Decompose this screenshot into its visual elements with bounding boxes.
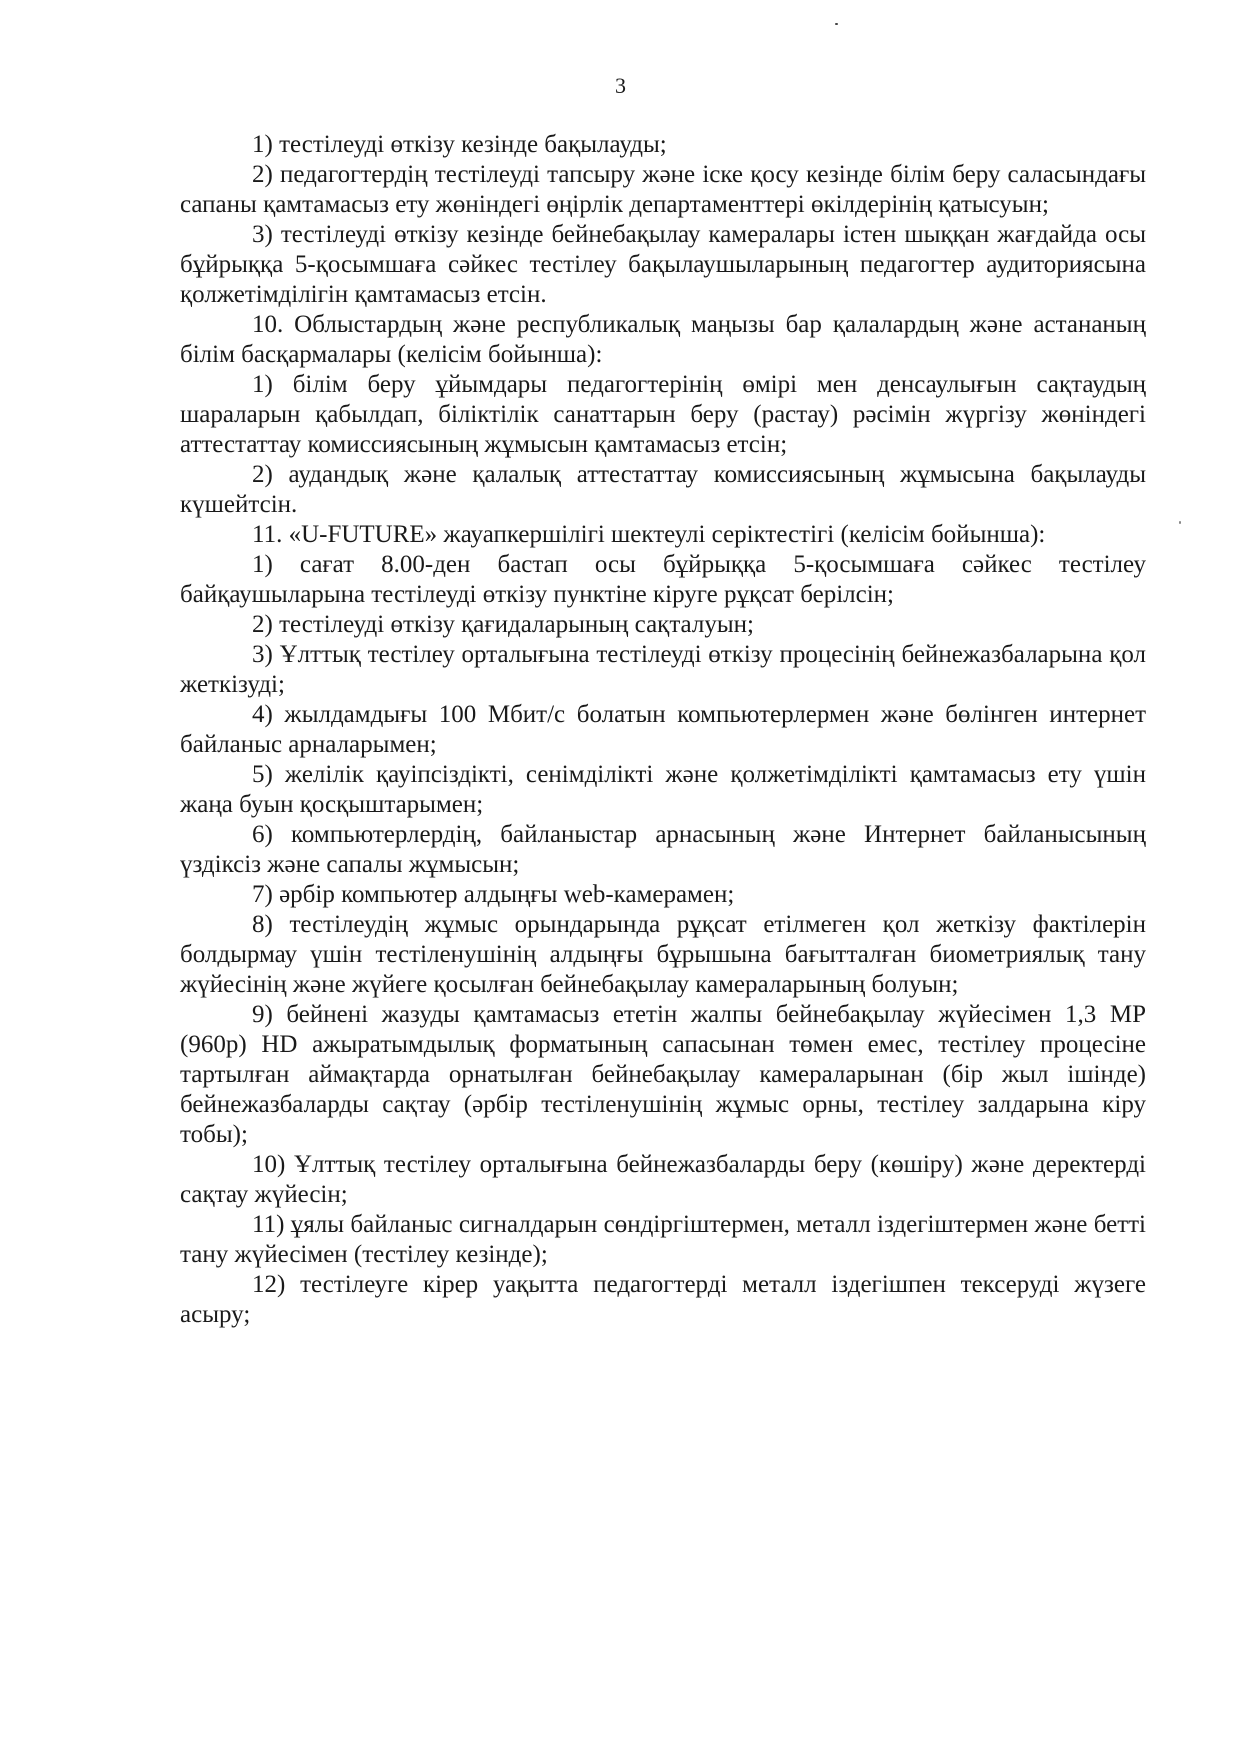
paragraph: 11. «U-FUTURE» жауапкершілігі шектеулі серіктестігі (келісім бойынша):	[252, 521, 1046, 548]
paragraph: 8) тестілеудің жұмыс орындарында рұқсат етілмеген қол жеткізу фактілерін болдырмау үшін тестіленушінің алдыңғы бұрышына бағытталған биометриялық тану жүйесінің және жүйеге қосылған бейнебақылау камераларының болуын;	[180, 911, 1146, 998]
paragraph: 1) тестілеуді өткізу кезінде бақылауды;	[252, 131, 667, 158]
paragraph: 6) компьютерлердің, байланыстар арнасының және Интернет байланысының үздіксіз және сапалы жұмысын;	[180, 821, 1146, 878]
paragraph: 7) әрбір компьютер алдыңғы web-камерамен;	[252, 881, 735, 908]
paragraph: 4) жылдамдығы 100 Мбит/с болатын компьютерлермен және бөлінген интернет байланыс арналарымен;	[180, 701, 1146, 758]
paragraph: 3) тестілеуді өткізу кезінде бейнебақылау камералары істен шыққан жағдайда осы бұйрыққа 5-қосымшаға сәйкес тестілеу бақылаушыларының педагогтер аудиториясына қолжетімділігін қамтамасыз етсін.	[180, 221, 1146, 308]
paragraph: 1) білім беру ұйымдары педагогтерінің өмірі мен денсаулығын сақтаудың шараларын қабылдап, біліктілік санаттарын беру (растау) рәсімін жүргізу жөніндегі аттестаттау комиссиясының жұмысын қамтамасыз етсін;	[180, 371, 1146, 458]
paragraph: 3) Ұлттық тестілеу орталығына тестілеуді өткізу процесінің бейнежазбаларына қол жеткізуді;	[180, 641, 1146, 698]
paragraph: 2) тестілеуді өткізу қағидаларының сақталуын;	[252, 611, 754, 638]
scan-artifact-dot	[1179, 521, 1181, 524]
paragraph: 9) бейнені жазуды қамтамасыз ететін жалпы бейнебақылау жүйесімен 1,3 MP (960p) HD ажыратымдылық форматының сапасынан төмен емес, тестілеу процесіне тартылған аймақтарда орнатылған бейнебақылау камераларынан (бір жыл ішінде) бейнежазбаларды сақтау (әрбір тестіленушінің жұмыс орны, тестілеу залдарына кіру тобы);	[180, 1001, 1146, 1148]
paragraph: 11) ұялы байланыс сигналдарын сөндіргіштермен, металл іздегіштермен және бетті тану жүйесімен (тестілеу кезінде);	[180, 1211, 1146, 1268]
paragraph: 2) педагогтердің тестілеуді тапсыру және іске қосу кезінде білім беру саласындағы сапаны қамтамасыз ету жөніндегі өңірлік департаменттері өкілдерінің қатысуын;	[180, 161, 1146, 218]
paragraph: 2) аудандық және қалалық аттестаттау комиссиясының жұмысына бақылауды күшейтсін.	[180, 461, 1146, 518]
page-number: 3	[615, 73, 626, 98]
scan-artifact-dot	[835, 23, 838, 25]
document-body	[180, 130, 1146, 1330]
paragraph: 10) Ұлттық тестілеу орталығына бейнежазбаларды беру (көшіру) және деректерді сақтау жүйесін;	[180, 1151, 1146, 1208]
paragraph: 5) желілік қауіпсіздікті, сенімділікті және қолжетімділікті қамтамасыз ету үшін жаңа буын қосқыштарымен;	[180, 761, 1146, 818]
paragraph: 1) сағат 8.00-ден бастап осы бұйрыққа 5-қосымшаға сәйкес тестілеу байқаушыларына тестілеуді өткізу пунктіне кіруге рұқсат берілсін;	[180, 551, 1146, 608]
paragraph: 10. Облыстардың және республикалық маңызы бар қалалардың және астананың білім басқармалары (келісім бойынша):	[180, 311, 1146, 368]
paragraph: 12) тестілеуге кірер уақытта педагогтерді металл іздегішпен тексеруді жүзеге асыру;	[180, 1271, 1146, 1328]
